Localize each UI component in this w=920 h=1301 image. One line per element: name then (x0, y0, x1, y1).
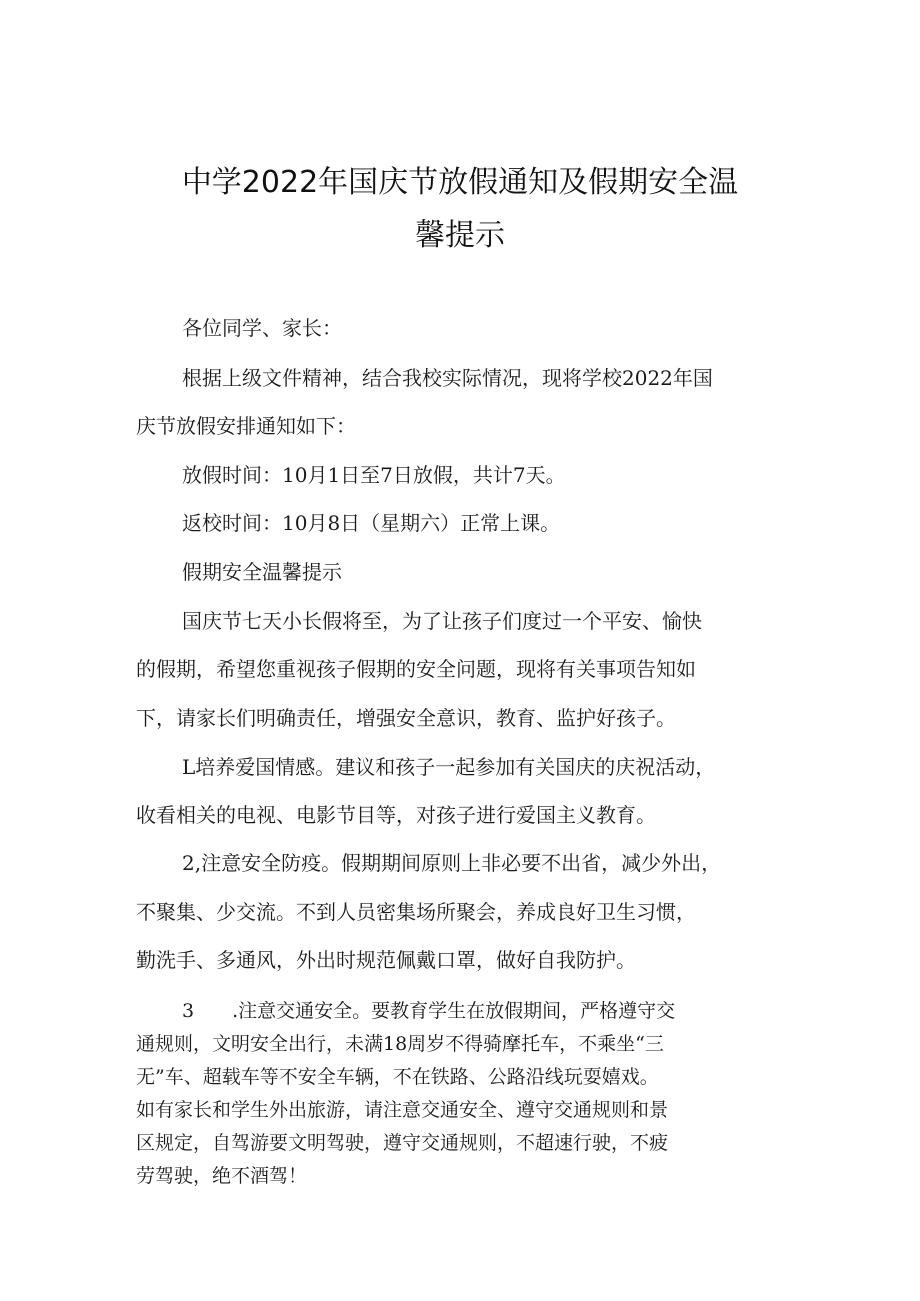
para1-line-2: 的假期，希望您重视孩子假期的安全问题，现将有关事项告知如 (136, 657, 696, 681)
item1-line-1: L培养爱国情感。建议和孩子一起参加有关国庆的庆祝活动， (182, 755, 716, 779)
item1-line-2: 收看相关的电视、电影节目等，对孩子进行爱国主义教育。 (136, 803, 656, 827)
item3-line-4: 如有家长和学生外出旅游，请注意交通安全、遵守交通规则和景 (136, 1099, 669, 1121)
item3-line-2: 通规则，文明安全出行，未满18周岁不得骑摩托车，不乘坐“三 (136, 1033, 664, 1055)
intro-line-1: 根据上级文件精神，结合我校实际情况，现将学校2022年国 (182, 366, 713, 390)
item2-line-1: 2,注意安全防疫。假期期间原则上非必要不出省，减少外出， (182, 851, 722, 875)
item3-line-6: 劳驾驶，绝不酒驾！ (136, 1165, 308, 1187)
holiday-time: 放假时间：10月1日至7日放假，共计7天。 (182, 463, 566, 487)
document-title-line1: 中学2022年国庆节放假通知及假期安全温 (181, 165, 739, 200)
para1-line-1: 国庆节七天小长假将至，为了让孩子们度过一个平安、愉快 (182, 609, 702, 633)
safety-heading: 假期安全温馨提示 (182, 560, 342, 584)
return-time: 返校时间：10月8日（星期六）正常上课。 (182, 511, 561, 535)
intro-line-2: 庆节放假安排通知如下： (136, 414, 356, 438)
item2-line-3: 勤洗手、多通风，外出时规范佩戴口罩，做好自我防护。 (136, 948, 636, 972)
item3-line-3: 无”车、超载车等不安全车辆，不在铁路、公路沿线玩耍嬉戏。 (136, 1066, 659, 1088)
item3-line-5: 区规定，自驾游要文明驾驶，遵守交通规则，不超速行驶，不疲 (136, 1132, 669, 1154)
item3-line-1: 3 .注意交通安全。要教育学生在放假期间，严格遵守交 (182, 1000, 676, 1022)
item2-line-2: 不聚集、少交流。不到人员密集场所聚会，养成良好卫生习惯， (136, 900, 696, 924)
salutation: 各位同学、家长： (182, 316, 342, 340)
document-title-line2: 馨提示 (415, 218, 505, 253)
para1-line-3: 下，请家长们明确责任，增强安全意识，教育、监护好孩子。 (136, 706, 676, 730)
